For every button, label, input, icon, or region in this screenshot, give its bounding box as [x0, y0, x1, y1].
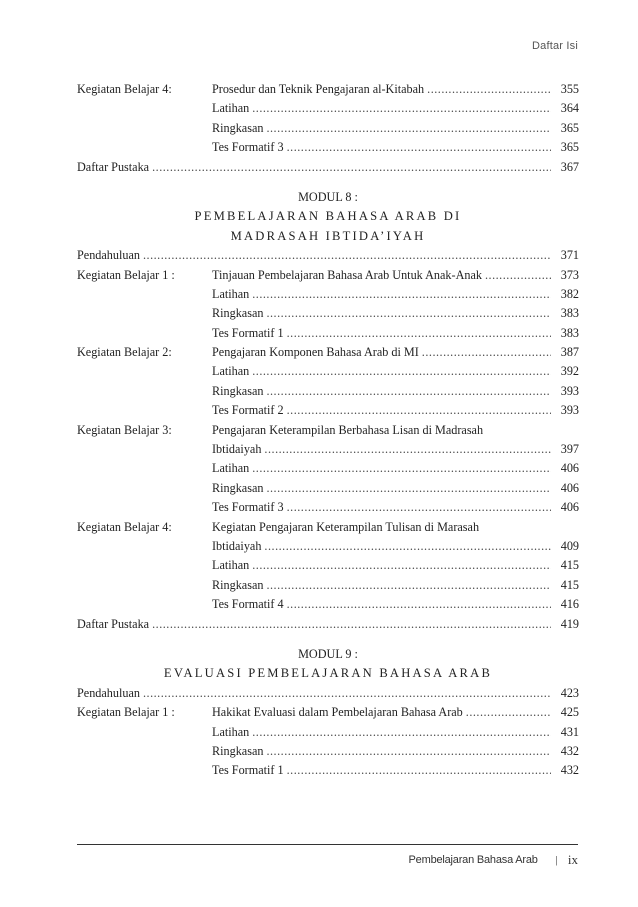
- page-ref: 432: [560, 763, 579, 778]
- page-number: ix: [567, 852, 578, 867]
- page-ref: 393: [560, 403, 579, 418]
- toc-entry: [77, 401, 579, 420]
- page-ref: 409: [560, 538, 579, 553]
- toc-entry: [77, 343, 579, 362]
- activity-label: Kegiatan Belajar 4:: [77, 519, 172, 534]
- page-ref: 365: [560, 140, 579, 155]
- toc-entry: [77, 382, 579, 401]
- entry-line: [212, 537, 579, 556]
- activity-label: Kegiatan Belajar 2:: [77, 345, 172, 360]
- entry-line: [212, 703, 579, 722]
- entry-line: [212, 595, 579, 614]
- entry-title: Pengajaran Komponen Bahasa Arab di MI: [212, 345, 419, 360]
- dot-leader: [287, 595, 551, 614]
- dot-leader: [252, 362, 551, 381]
- dot-leader: [427, 80, 551, 99]
- dot-leader: [287, 761, 551, 780]
- page-ref: 415: [560, 577, 579, 592]
- toc-entry: [77, 761, 579, 780]
- entry-title: Tes Formatif 2: [212, 403, 284, 418]
- activity-label: Kegiatan Belajar 1 :: [77, 705, 175, 720]
- page-ref: 431: [560, 724, 579, 739]
- toc-entry: [77, 576, 579, 595]
- entry-title: Daftar Pustaka: [77, 159, 150, 174]
- toc-entry: [77, 266, 579, 285]
- entry-title: Ringkasan: [212, 480, 264, 495]
- entry-title: Ringkasan: [212, 577, 264, 592]
- entry-title: Tinjauan Pembelajaran Bahasa Arab Untuk Anak-Anak: [212, 267, 482, 282]
- dot-leader: [266, 479, 551, 498]
- page-ref: 367: [560, 159, 579, 174]
- entry-line: [77, 615, 579, 634]
- entry-line: [212, 362, 579, 381]
- entry-line: [212, 138, 579, 157]
- toc-entry: [77, 703, 579, 722]
- page-ref: 392: [560, 364, 579, 379]
- dot-leader: [264, 440, 551, 459]
- page-ref: 425: [560, 705, 579, 720]
- page-ref: 432: [560, 743, 579, 758]
- entry-line: [212, 518, 579, 537]
- footer-book-title: Pembelajaran Bahasa Arab: [408, 854, 538, 866]
- entry-line: [212, 99, 579, 118]
- entry-title: Latihan: [212, 558, 250, 573]
- entry-title: Kegiatan Pengajaran Keterampilan Tulisan di Marasah: [212, 519, 480, 534]
- entry-line: [212, 742, 579, 761]
- dot-leader: [252, 285, 551, 304]
- dot-leader: [152, 615, 551, 634]
- page-ref: 406: [560, 461, 579, 476]
- entry-title: Pengajaran Keterampilan Berbahasa Lisan di Madrasah: [212, 422, 484, 437]
- toc-entry: [77, 285, 579, 304]
- page-ref: 423: [560, 685, 579, 700]
- toc-entry: [77, 595, 579, 614]
- page-ref: 364: [560, 101, 579, 116]
- entry-title: Pendahuluan: [77, 685, 140, 700]
- entry-line: [212, 304, 579, 323]
- toc-entry: [77, 723, 579, 742]
- entry-title: Daftar Pustaka: [77, 616, 150, 631]
- toc-entry: [77, 440, 579, 459]
- entry-title: Latihan: [212, 101, 250, 116]
- running-header: Daftar Isi: [531, 40, 578, 52]
- table-of-contents: [77, 80, 579, 781]
- entry-title: Ibtidaiyah: [212, 538, 262, 553]
- toc-entry: [77, 138, 579, 157]
- toc-entry: [77, 324, 579, 343]
- toc-entry: [77, 537, 579, 556]
- dot-leader: [152, 158, 551, 177]
- dot-leader: [266, 742, 551, 761]
- dot-leader: [287, 138, 551, 157]
- page-ref: 406: [560, 480, 579, 495]
- dot-leader: [143, 246, 551, 265]
- activity-label: Kegiatan Belajar 1 :: [77, 267, 175, 282]
- entry-line: [212, 324, 579, 343]
- dot-leader: [264, 537, 551, 556]
- toc-entry: [77, 556, 579, 575]
- page-footer: [409, 852, 578, 868]
- dot-leader: [485, 266, 551, 285]
- entry-title: Ringkasan: [212, 120, 264, 135]
- footer-rule: [77, 844, 578, 845]
- entry-line: [212, 498, 579, 517]
- entry-title: Latihan: [212, 461, 250, 476]
- page-ref: 365: [560, 120, 579, 135]
- page-ref: 415: [560, 558, 579, 573]
- page-ref: 355: [560, 82, 579, 96]
- toc-entry: [77, 479, 579, 498]
- toc-entry: [77, 421, 579, 440]
- entry-line: [212, 421, 579, 440]
- entry-line: [77, 158, 579, 177]
- dot-leader: [287, 498, 551, 517]
- entry-title: Tes Formatif 4: [212, 597, 284, 612]
- module-number: MODUL 9 :: [298, 646, 358, 661]
- entry-line: [212, 382, 579, 401]
- entry-title: Prosedur dan Teknik Pengajaran al-Kitabah: [212, 82, 425, 96]
- toc-entry-main: [77, 684, 579, 703]
- entry-line: [77, 246, 579, 265]
- entry-title: Ringkasan: [212, 306, 264, 321]
- entry-title: Pendahuluan: [77, 248, 140, 263]
- dot-leader: [287, 324, 551, 343]
- entry-title: Tes Formatif 3: [212, 140, 284, 155]
- entry-line: [77, 684, 579, 703]
- activity-label: Kegiatan Belajar 4:: [77, 82, 172, 96]
- entry-title: Tes Formatif 1: [212, 763, 284, 778]
- dot-leader: [466, 703, 551, 722]
- page-ref: 387: [560, 345, 579, 360]
- entry-line: [212, 459, 579, 478]
- dot-leader: [252, 459, 551, 478]
- footer-separator: |: [555, 854, 558, 866]
- page-ref: 397: [560, 442, 579, 457]
- entry-line: [212, 80, 579, 99]
- section-gap: [77, 177, 579, 188]
- dot-leader: [143, 684, 551, 703]
- toc-entry: [77, 362, 579, 381]
- entry-line: [212, 119, 579, 138]
- dot-leader: [266, 304, 551, 323]
- entry-line: [212, 723, 579, 742]
- toc-entry-main: [77, 158, 579, 177]
- page-ref: 382: [560, 286, 579, 301]
- entry-title: Tes Formatif 1: [212, 325, 284, 340]
- entry-title: Ibtidaiyah: [212, 442, 262, 457]
- toc-entry-main: [77, 246, 579, 265]
- dot-leader: [266, 382, 551, 401]
- module-heading: MADRASAH IBTIDA’IYAH: [230, 228, 426, 243]
- toc-entry: [77, 119, 579, 138]
- entry-title: Latihan: [212, 724, 250, 739]
- page-ref: 393: [560, 383, 579, 398]
- entry-line: [212, 401, 579, 420]
- activity-label: Kegiatan Belajar 3:: [77, 422, 172, 437]
- entry-line: [212, 761, 579, 780]
- entry-title: Tes Formatif 3: [212, 500, 284, 515]
- toc-entry: [77, 80, 579, 99]
- page-ref: 416: [560, 597, 579, 612]
- entry-title: Ringkasan: [212, 743, 264, 758]
- dot-leader: [252, 723, 551, 742]
- dot-leader: [422, 343, 551, 362]
- entry-line: [212, 440, 579, 459]
- toc-entry: [77, 304, 579, 323]
- entry-line: [212, 556, 579, 575]
- page-ref: 371: [560, 248, 579, 263]
- toc-entry: [77, 459, 579, 478]
- entry-title: Latihan: [212, 364, 250, 379]
- page-ref: 383: [560, 306, 579, 321]
- toc-entry: [77, 99, 579, 118]
- dot-leader: [287, 401, 551, 420]
- toc-entry: [77, 498, 579, 517]
- dot-leader: [252, 99, 551, 118]
- entry-title: Latihan: [212, 286, 250, 301]
- entry-title: Ringkasan: [212, 383, 264, 398]
- toc-entry-main: [77, 615, 579, 634]
- entry-line: [212, 343, 579, 362]
- dot-leader: [266, 119, 551, 138]
- module-heading: EVALUASI PEMBELAJARAN BAHASA ARAB: [163, 666, 493, 681]
- entry-title: Hakikat Evaluasi dalam Pembelajaran Bahasa Arab: [212, 705, 463, 720]
- entry-line: [212, 576, 579, 595]
- dot-leader: [252, 556, 551, 575]
- page-ref: 373: [560, 267, 579, 282]
- module-number: MODUL 8 :: [298, 189, 358, 204]
- page-ref: 383: [560, 325, 579, 340]
- module-heading: PEMBELAJARAN BAHASA ARAB DI: [194, 209, 462, 224]
- entry-line: [212, 266, 579, 285]
- entry-line: [212, 479, 579, 498]
- section-gap: [77, 634, 579, 645]
- toc-entry: [77, 742, 579, 761]
- page-ref: 406: [560, 500, 579, 515]
- toc-entry: [77, 518, 579, 537]
- entry-line: [212, 285, 579, 304]
- page-ref: 419: [560, 616, 579, 631]
- dot-leader: [266, 576, 551, 595]
